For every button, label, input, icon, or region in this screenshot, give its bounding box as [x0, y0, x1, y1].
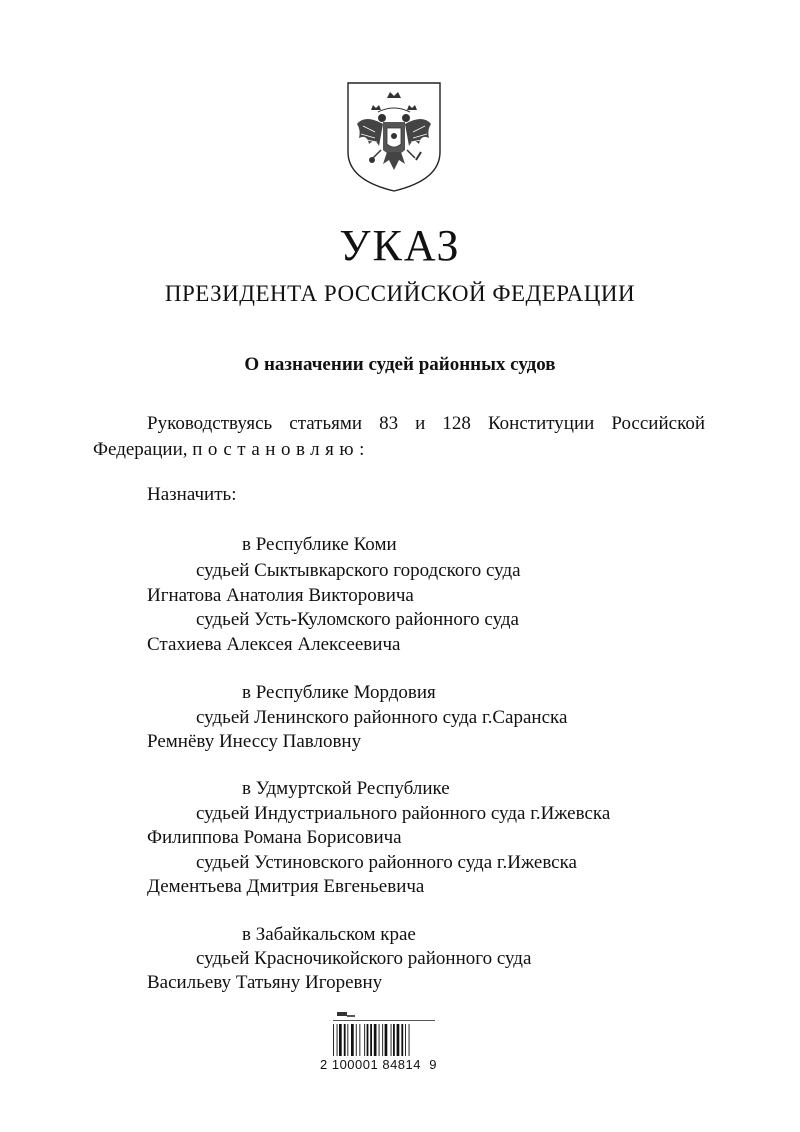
appointment-position: судьей Устиновского районного суда г.Ижевска: [196, 852, 577, 873]
appointee-name: Ремнёву Инессу Павловну: [147, 731, 362, 752]
preamble-line-2-start: Федерации,: [93, 439, 188, 460]
decree-heading: О назначении судей районных судов: [244, 354, 556, 375]
appointee-name: Игнатова Анатолия Викторовича: [147, 585, 414, 606]
appointment-position: судьей Красночикойского районного суда: [196, 948, 532, 969]
document-type-title: УКАЗ: [339, 221, 461, 270]
region-heading: в Республике Мордовия: [242, 682, 436, 703]
preamble-line-2: [93, 437, 705, 463]
russian-coat-of-arms-icon: [345, 80, 443, 194]
resolution-word: постановляю:: [192, 439, 370, 460]
appointee-name: Стахиева Алексея Алексеевича: [147, 634, 401, 655]
region-heading: в Забайкальском крае: [242, 924, 416, 945]
appointment-position: судьей Усть-Куломского районного суда: [196, 609, 519, 630]
appointment-position: судьей Сыктывкарского городского суда: [196, 560, 521, 581]
region-heading: в Республике Коми: [242, 534, 397, 555]
appointee-name: Филиппова Романа Борисовича: [147, 827, 402, 848]
preamble-paragraph: [93, 411, 705, 463]
appointment-position: судьей Ленинского районного суда г.Саранска: [196, 707, 568, 728]
issuer-subtitle: ПРЕЗИДЕНТА РОССИЙСКОЙ ФЕДЕРАЦИИ: [164, 281, 636, 306]
barcode-number: 2 100001 84814 9: [320, 1057, 437, 1072]
appointee-name: Васильеву Татьяну Игоревну: [147, 972, 383, 993]
appointment-position: судьей Индустриального районного суда г.Ижевска: [196, 803, 611, 824]
appoint-intro: Назначить:: [147, 484, 237, 505]
preamble-line-1: Руководствуясь статьями 83 и 128 Конституции Российской: [147, 413, 705, 434]
region-heading: в Удмуртской Республике: [242, 778, 450, 799]
appointee-name: Дементьева Дмитрия Евгеньевича: [147, 876, 425, 897]
